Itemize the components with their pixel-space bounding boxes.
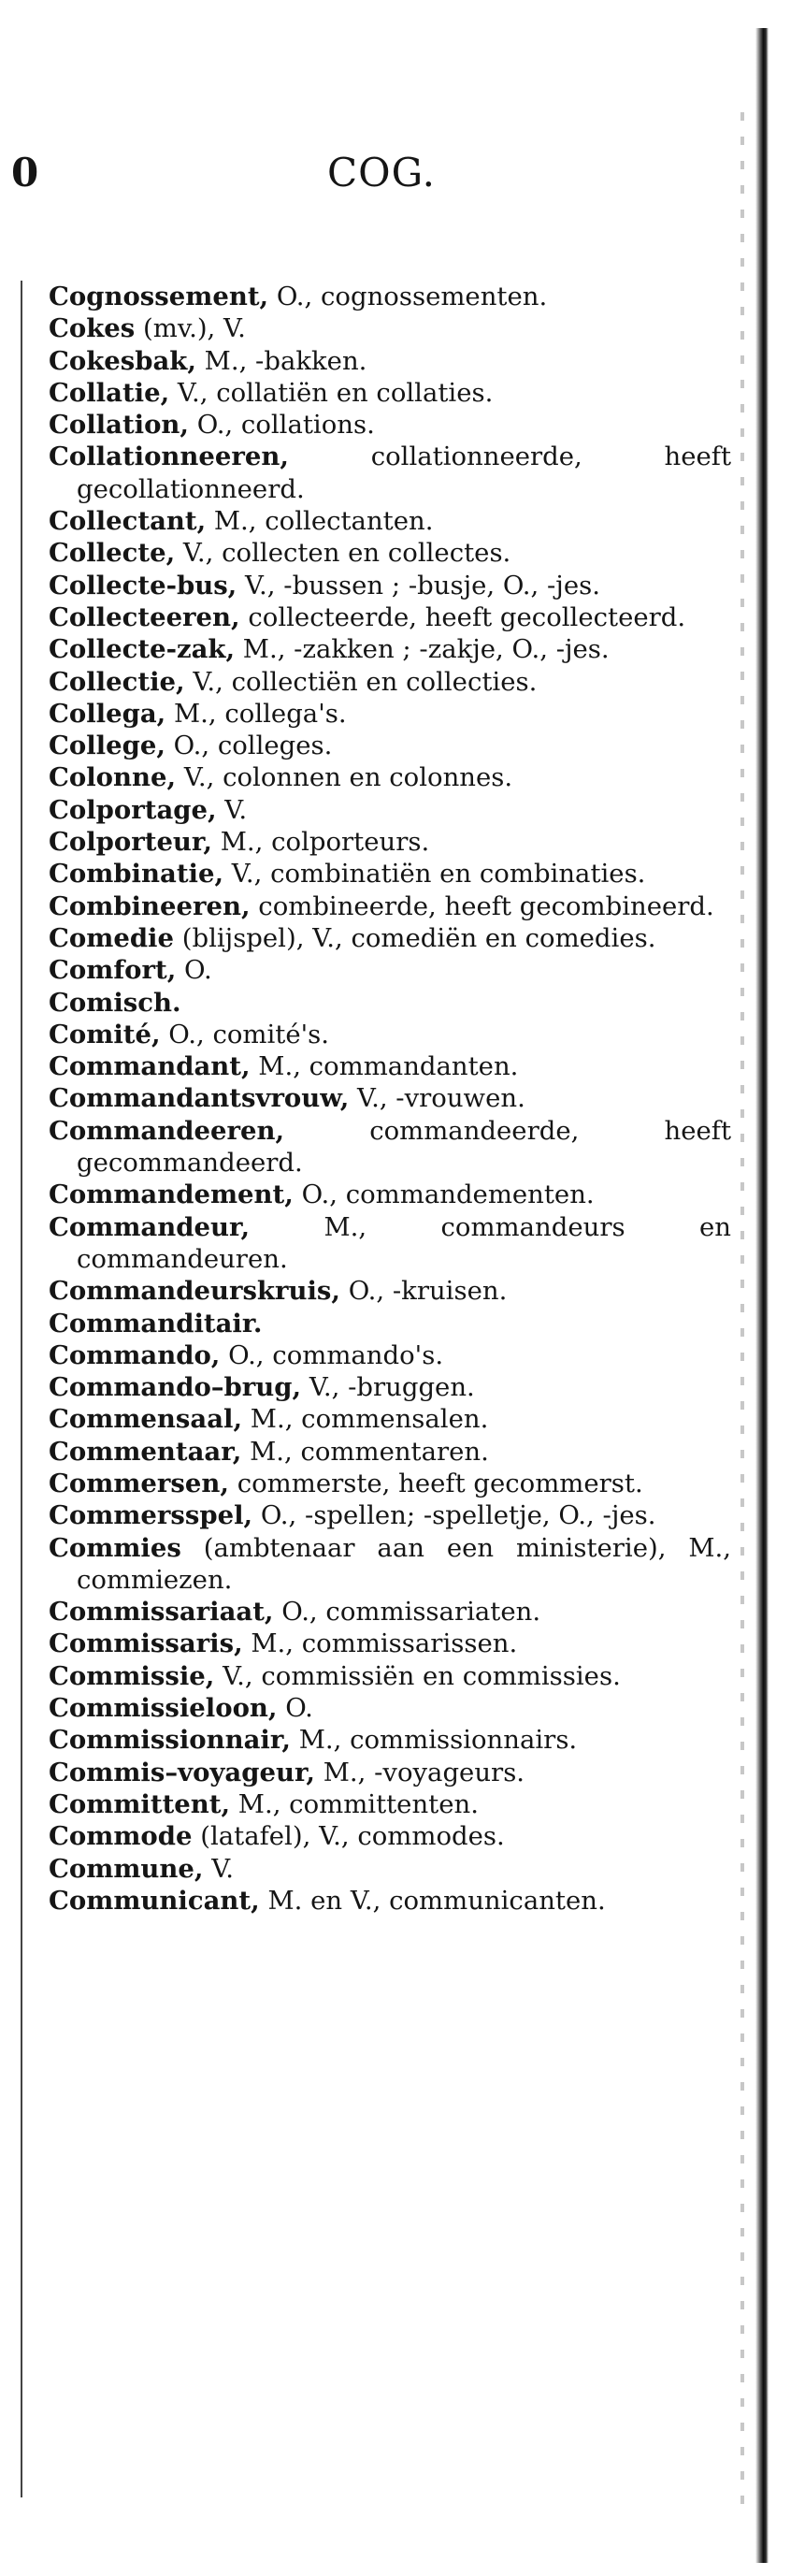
entry-headword: Collationneeren, xyxy=(49,441,289,472)
page-edge-shadow xyxy=(740,112,744,2507)
entry-headword: Commandement, xyxy=(49,1179,294,1210)
entry-headword: Collectant, xyxy=(49,506,207,537)
entry-headword: College, xyxy=(49,731,165,761)
entry-definition: collationneerde, heeft gecollationneerd. xyxy=(77,441,731,504)
entry-headword: Commune, xyxy=(49,1853,204,1884)
entry-headword: Combineeren, xyxy=(49,890,251,921)
dictionary-entry xyxy=(49,377,731,409)
entry-headword: Commandantsvrouw, xyxy=(49,1083,350,1114)
entry-headword: Comedie xyxy=(49,922,174,953)
entry-definition: O., commando's. xyxy=(220,1339,444,1370)
dictionary-entry xyxy=(49,1885,731,1917)
dictionary-entry xyxy=(49,1275,731,1307)
entry-headword: Commensaal, xyxy=(49,1404,243,1435)
entry-definition: O., -kruisen. xyxy=(339,1276,508,1307)
entry-definition: O., cognossementen. xyxy=(268,282,548,311)
entry-definition: (ambtenaar aan een ministerie), M., commiezen. xyxy=(77,1532,731,1595)
dictionary-entry xyxy=(49,1403,731,1435)
entry-headword: Commandeeren, xyxy=(49,1115,285,1146)
dictionary-entry xyxy=(49,633,731,665)
dictionary-entry xyxy=(49,922,731,954)
entry-definition: M., commandanten. xyxy=(250,1051,519,1082)
dictionary-entry xyxy=(49,1660,731,1692)
entry-definition: commandeerde, heeft gecommandeerd. xyxy=(77,1115,731,1179)
dictionary-entry xyxy=(49,1853,731,1885)
entry-definition: M., collega's. xyxy=(165,698,347,729)
dictionary-entry xyxy=(49,1211,731,1276)
dictionary-entry xyxy=(49,1532,731,1597)
dictionary-entry xyxy=(49,441,731,505)
dictionary-entry xyxy=(49,1692,731,1724)
binding-edge xyxy=(755,28,769,2563)
dictionary-entry xyxy=(49,954,731,986)
dictionary-entry xyxy=(49,345,731,377)
dictionary-entry xyxy=(49,1788,731,1820)
entry-headword: Commies xyxy=(49,1532,181,1563)
entry-headword: Collecte, xyxy=(49,538,176,569)
entry-definition: O., -spellen; -spelletje, O., -jes. xyxy=(252,1500,656,1531)
entry-headword: Combinatie, xyxy=(49,859,224,890)
dictionary-entry xyxy=(49,505,731,537)
entry-headword: Commandeurskruis, xyxy=(49,1276,340,1307)
entry-headword: Collecte-bus, xyxy=(49,570,237,601)
entry-headword: Commissaris, xyxy=(49,1628,243,1659)
page-header-title: COG. xyxy=(327,150,436,195)
dictionary-entry xyxy=(49,1628,731,1659)
dictionary-entry xyxy=(49,826,731,858)
entry-definition: M., commissarissen. xyxy=(242,1628,518,1659)
dictionary-entry xyxy=(49,987,731,1019)
entry-definition: commerste, heeft gecommerst. xyxy=(228,1468,643,1498)
dictionary-entry xyxy=(49,890,731,922)
entry-definition: V., combinatiën en combinaties. xyxy=(223,859,646,890)
entry-headword: Cognossement, xyxy=(49,282,269,311)
dictionary-entry xyxy=(49,1371,731,1403)
dictionary-entry xyxy=(49,537,731,569)
dictionary-entry xyxy=(49,1468,731,1499)
entry-definition: V., collecten en collectes. xyxy=(175,538,511,569)
entry-definition: O. xyxy=(277,1693,313,1724)
entry-definition: M., commentaren. xyxy=(241,1436,489,1467)
entry-definition: O., commissariaten. xyxy=(273,1597,541,1628)
entry-definition: V., commissiën en commissies. xyxy=(214,1660,621,1691)
entry-definition: O., colleges. xyxy=(165,731,333,761)
entry-definition: M., commandeurs en commandeuren. xyxy=(77,1211,731,1274)
entry-headword: Commando–brug, xyxy=(49,1372,302,1403)
entry-headword: Commersen, xyxy=(49,1468,229,1498)
dictionary-entry xyxy=(49,1820,731,1852)
entry-definition: O., collations. xyxy=(189,410,375,441)
entry-definition: (mv.), V. xyxy=(135,313,246,344)
entry-definition: M., colporteurs. xyxy=(212,827,430,858)
entry-headword: Commando, xyxy=(49,1339,221,1370)
dictionary-entry xyxy=(49,1436,731,1468)
entry-definition: V., collectiën en collecties. xyxy=(184,666,538,697)
entry-definition: M., committenten. xyxy=(230,1788,479,1819)
entry-definition: M., commissionnairs. xyxy=(290,1725,578,1756)
dictionary-entry xyxy=(49,601,731,633)
entry-headword: Collation, xyxy=(49,410,190,441)
entry-headword: Commersspel, xyxy=(49,1500,253,1531)
entry-headword: Commode xyxy=(49,1821,193,1852)
entry-headword: Collega, xyxy=(49,698,166,729)
dictionary-entry xyxy=(49,1082,731,1114)
entry-definition: V., -bussen ; -busje, O., -jes. xyxy=(237,570,600,601)
dictionary-entry xyxy=(49,1596,731,1628)
dictionary-entry xyxy=(49,1757,731,1788)
dictionary-entry xyxy=(49,1499,731,1531)
dictionary-entry xyxy=(49,1019,731,1050)
left-margin-rule xyxy=(21,281,22,2497)
dictionary-entry xyxy=(49,1050,731,1082)
dictionary-entry xyxy=(49,761,731,793)
entry-definition: M., -zakken ; -zakje, O., -jes. xyxy=(235,634,610,665)
entry-headword: Commanditair. xyxy=(49,1308,263,1339)
dictionary-entry xyxy=(49,1339,731,1371)
entry-headword: Colporteur, xyxy=(49,827,212,858)
entry-headword: Comfort, xyxy=(49,955,177,986)
entry-headword: Commissionnair, xyxy=(49,1725,291,1756)
entry-headword: Commentaar, xyxy=(49,1436,242,1467)
entry-definition: V. xyxy=(216,794,248,825)
entry-definition: M., commensalen. xyxy=(242,1404,489,1435)
dictionary-entry xyxy=(49,858,731,890)
entry-headword: Collecte-zak, xyxy=(49,634,236,665)
entry-headword: Cokesbak, xyxy=(49,345,196,376)
dictionary-entry xyxy=(49,1115,731,1179)
entry-headword: Colportage, xyxy=(49,794,217,825)
dictionary-entry xyxy=(49,570,731,601)
entry-definition: M., -bakken. xyxy=(195,345,367,376)
page-number: 0 xyxy=(11,150,39,195)
entry-definition: O., comité's. xyxy=(160,1019,330,1049)
entry-headword: Cokes xyxy=(49,313,136,344)
dictionary-entry xyxy=(49,666,731,698)
entry-headword: Collatie, xyxy=(49,377,170,408)
entry-definition: (blijspel), V., comediën en comedies. xyxy=(174,922,656,953)
entry-definition: V. xyxy=(203,1853,235,1884)
dictionary-entry xyxy=(49,409,731,441)
dictionary-entry xyxy=(49,1179,731,1210)
entry-definition: (latafel), V., commodes. xyxy=(192,1821,505,1852)
entry-definition: V., colonnen en colonnes. xyxy=(176,762,513,793)
entry-headword: Commandeur, xyxy=(49,1211,251,1242)
entry-definition: M., -voyageurs. xyxy=(315,1757,525,1787)
dictionary-entry xyxy=(49,1308,731,1339)
entry-headword: Communicant, xyxy=(49,1885,260,1916)
entry-headword: Commissieloon, xyxy=(49,1693,278,1724)
entry-definition: V., collatiën en collaties. xyxy=(169,377,494,408)
entry-definition: O., commandementen. xyxy=(293,1179,595,1210)
entry-definition: O. xyxy=(176,955,212,986)
entry-headword: Commissie, xyxy=(49,1660,215,1691)
dictionary-entry xyxy=(49,1724,731,1756)
entry-headword: Comité, xyxy=(49,1019,161,1049)
entry-definition: V., -bruggen. xyxy=(301,1372,475,1403)
entry-headword: Comisch. xyxy=(49,987,181,1018)
entry-definition: M. en V., communicanten. xyxy=(259,1885,606,1916)
dictionary-entry xyxy=(49,698,731,730)
dictionary-entry xyxy=(49,730,731,761)
entry-definition: V., -vrouwen. xyxy=(349,1083,525,1114)
entry-headword: Collectie, xyxy=(49,666,185,697)
entry-headword: Commandant, xyxy=(49,1051,251,1082)
entry-headword: Colonne, xyxy=(49,762,177,793)
entry-headword: Commis–voyageur, xyxy=(49,1757,316,1787)
entry-definition: collecteerde, heeft gecollecteerd. xyxy=(239,601,686,632)
entry-definition: combineerde, heeft gecombineerd. xyxy=(250,890,714,921)
entry-headword: Commissariaat, xyxy=(49,1597,274,1628)
dictionary-entry xyxy=(49,794,731,826)
entry-headword: Collecteeren, xyxy=(49,601,240,632)
dictionary-entries xyxy=(49,281,731,1917)
dictionary-entry xyxy=(49,312,731,344)
dictionary-entry xyxy=(49,281,731,312)
entry-headword: Committent, xyxy=(49,1788,231,1819)
entry-definition: M., collectanten. xyxy=(206,506,434,537)
